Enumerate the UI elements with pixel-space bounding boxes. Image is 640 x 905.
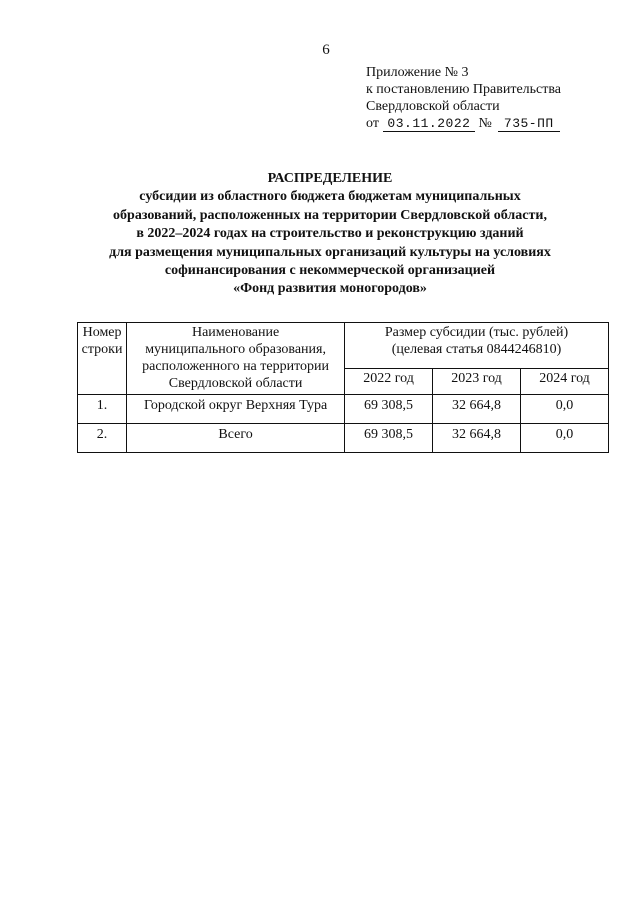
- value-2023: 32 664,8: [433, 395, 521, 424]
- total-2024: 0,0: [521, 424, 609, 453]
- municipality-name: Городской округ Верхняя Тура: [127, 395, 345, 424]
- header-row-number-line-1: Номер: [82, 325, 122, 340]
- total-2022: 69 308,5: [345, 424, 433, 453]
- value-2022: 69 308,5: [345, 395, 433, 424]
- appendix-line-4: [366, 115, 561, 132]
- appendix-line-1: Приложение № 3: [366, 65, 469, 80]
- header-municipality-line-2: муниципального образования,: [145, 342, 326, 357]
- header-row-number: [78, 323, 127, 395]
- from-label: от: [366, 116, 379, 131]
- page-number: 6: [322, 42, 330, 58]
- total-label: Всего: [127, 424, 345, 453]
- table-header-row: [78, 323, 609, 369]
- header-year-2023: 2023 год: [433, 369, 521, 395]
- appendix-block: [366, 64, 561, 132]
- appendix-line-3: Свердловской области: [366, 99, 500, 114]
- header-subsidy-line-2: (целевая статья 0844246810): [391, 342, 562, 357]
- title-line-6: «Фонд развития моногородов»: [233, 281, 427, 297]
- document-title: [70, 170, 590, 299]
- title-line-4: для размещения муниципальных организаций культуры на условиях: [109, 244, 551, 260]
- table-row: [78, 395, 609, 424]
- subsidy-table: [77, 322, 609, 453]
- table-row-total: [78, 424, 609, 453]
- resolution-number: 735-ПП: [498, 117, 560, 132]
- title-line-1: субсидии из областного бюджета бюджетам муниципальных: [139, 189, 521, 205]
- header-municipality: [127, 323, 345, 395]
- title-heading: РАСПРЕДЕЛЕНИЕ: [267, 171, 393, 186]
- header-municipality-line-1: Наименование: [191, 325, 280, 340]
- header-row-number-line-2: строки: [81, 342, 123, 357]
- header-subsidy-line-1: Размер субсидии (тыс. рублей): [384, 325, 569, 340]
- title-line-2: образований, расположенных на территории Свердловской области,: [113, 207, 547, 223]
- number-label: №: [478, 116, 492, 131]
- row-number: 1.: [78, 395, 127, 424]
- title-line-3: в 2022–2024 годах на строительство и реконструкцию зданий: [136, 226, 524, 242]
- title-line-5: софинансирования с некоммерческой организацией: [164, 263, 496, 279]
- header-subsidy-amount: [345, 323, 609, 369]
- header-year-2022: 2022 год: [345, 369, 433, 395]
- appendix-line-2: к постановлению Правительства: [366, 82, 562, 97]
- resolution-date: 03.11.2022: [383, 117, 475, 132]
- row-number: 2.: [78, 424, 127, 453]
- header-year-2024: 2024 год: [521, 369, 609, 395]
- value-2024: 0,0: [521, 395, 609, 424]
- header-municipality-line-4: Свердловской области: [168, 376, 303, 391]
- header-municipality-line-3: расположенного на территории: [142, 359, 330, 374]
- total-2023: 32 664,8: [433, 424, 521, 453]
